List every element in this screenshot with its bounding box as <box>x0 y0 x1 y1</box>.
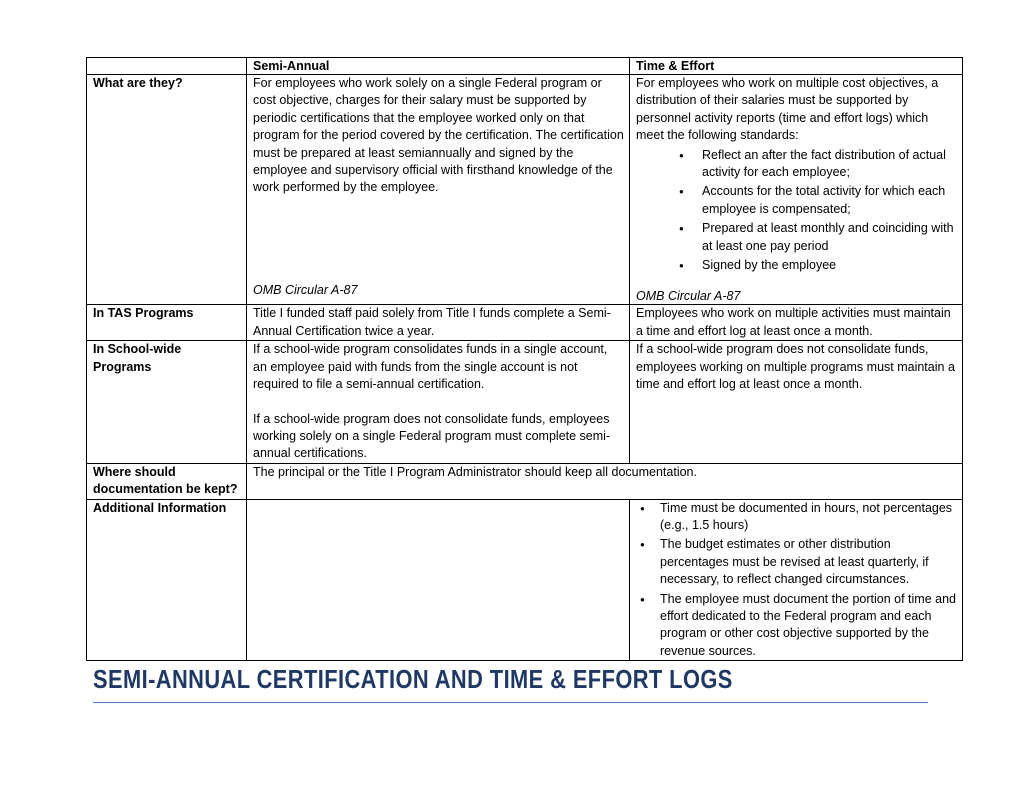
tas-semi-annual-text: Title I funded staff paid solely from Title I funds complete a Semi-Annual Certification twice a year. <box>247 305 630 341</box>
header-time-effort: Time & Effort <box>630 58 963 75</box>
time-effort-source: OMB Circular A-87 <box>636 289 741 304</box>
schoolwide-semi-annual-para1: If a school-wide program consolidates funds in a single account, an employee paid with funds from the single account is not required to file a semi-annual certification. <box>253 342 608 392</box>
tas-time-effort-text: Employees who work on multiple activities must maintain a time and effort log at least once a month. <box>630 305 963 341</box>
list-item: ● Accounts for the total activity for which each employee is compensated; <box>636 183 957 218</box>
list-item: ● The budget estimates or other distribution percentages must be revised at least quarterly, if necessary, to reflect changed circumstances. <box>636 536 957 588</box>
row-label-tas-programs: In TAS Programs <box>87 305 247 341</box>
semi-annual-description: For employees who work solely on a single Federal program or cost objective, charges for their salary must be supported by periodic certifications that the employee worked only on that program for the period covered by the certification. The certification must be prepared at least semiannually and signed by the employee and supervisory official with firsthand knowledge of the work performed by the employee. <box>253 76 624 195</box>
additional-info-semi-annual <box>247 499 630 661</box>
semi-annual-source: OMB Circular A-87 <box>253 282 358 297</box>
table-row <box>87 305 963 341</box>
table-header-row <box>87 58 963 75</box>
time-effort-standards-list <box>636 147 957 275</box>
list-item: ● The employee must document the portion of time and effort dedicated to the Federal program and each program or other cost objective supported by the revenue sources. <box>636 591 957 661</box>
page-title: SEMI-ANNUAL CERTIFICATION AND TIME & EFFORT LOGS <box>93 664 733 694</box>
list-item: ● Time must be documented in hours, not percentages (e.g., 1.5 hours) <box>636 500 957 535</box>
schoolwide-time-effort-text: If a school-wide program does not consolidate funds, employees working on multiple programs must maintain a time and effort log at least once a month. <box>630 341 963 463</box>
schoolwide-semi-annual-cell <box>247 341 630 463</box>
schoolwide-semi-annual-para2: If a school-wide program does not consolidate funds, employees working solely on a single Federal program must complete semi-annual certifications. <box>253 411 611 461</box>
row-label-additional-information: Additional Information <box>87 499 247 661</box>
table-row <box>87 341 963 463</box>
row-label-documentation: Where should documentation be kept? <box>87 463 247 499</box>
header-cell-empty <box>87 58 247 75</box>
list-item: ● Signed by the employee <box>636 257 957 274</box>
list-item: ● Reflect an after the fact distribution of actual activity for each employee; <box>636 147 957 182</box>
time-effort-intro: For employees who work on multiple cost objectives, a distribution of their salaries must be supported by personnel activity reports (time and effort logs) which meet the following standards: <box>636 76 939 143</box>
table-row <box>87 75 963 305</box>
documentation-text: The principal or the Title I Program Administrator should keep all documentation. <box>247 463 963 499</box>
row-label-what-are-they: What are they? <box>87 75 247 305</box>
additional-info-time-effort-cell <box>630 499 963 661</box>
header-semi-annual: Semi-Annual <box>247 58 630 75</box>
time-effort-description-cell <box>630 75 963 305</box>
row-label-schoolwide-programs: In School-wide Programs <box>87 341 247 463</box>
comparison-table <box>86 57 963 661</box>
table-row <box>87 463 963 499</box>
table-row <box>87 499 963 661</box>
title-underline-divider <box>93 702 928 703</box>
semi-annual-description-cell <box>247 75 630 305</box>
list-item: ● Prepared at least monthly and coinciding with at least one pay period <box>636 220 957 255</box>
additional-info-list <box>636 500 957 661</box>
